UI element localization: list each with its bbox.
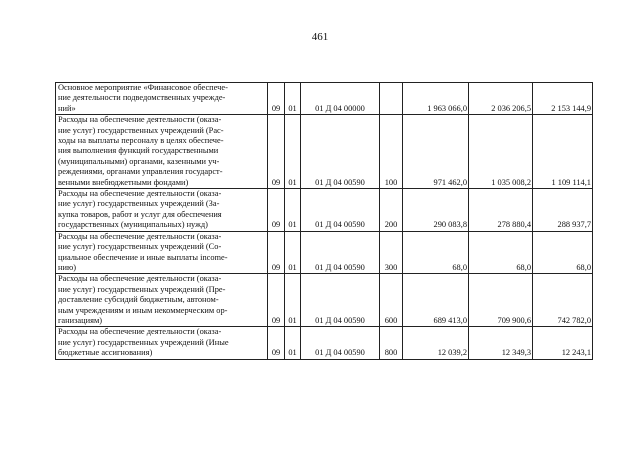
amount-year-1-cell: 290 083,8 (403, 189, 469, 232)
description-line: государственных (муниципальных) нужд) (58, 220, 208, 230)
page-number: 461 (311, 31, 329, 43)
description-line: ным учреждениям и иным некоммерческим ор- (58, 305, 228, 315)
amount-year-3-cell: 68,0 (533, 231, 593, 274)
amount-year-1-cell: 1 963 066,0 (403, 83, 469, 115)
subsection-code-cell: 01 (285, 83, 301, 115)
description-line: ние услуг) государственных учреждений (Рас- (58, 125, 224, 135)
section-code-cell: 09 (268, 83, 285, 115)
table-row (56, 83, 593, 115)
expense-type-cell: 600 (380, 274, 403, 327)
section-code-cell: 09 (268, 115, 285, 189)
amount-year-2-cell: 709 900,6 (469, 274, 533, 327)
expense-type-cell: 200 (380, 189, 403, 232)
description-line: ние услуг) государственных учреждений (Со- (58, 242, 222, 252)
subsection-code-cell: 01 (285, 231, 301, 274)
amount-year-1-cell: 971 462,0 (403, 115, 469, 189)
target-article-cell: 01 Д 04 00000 (301, 83, 380, 115)
description-line: ходы на выплаты персоналу в целях обеспече- (58, 136, 224, 146)
description-line: Расходы на обеспечение деятельности (оказа- (58, 189, 222, 199)
description-line: ганизациям) (58, 315, 103, 325)
description-line: Расходы на обеспечение деятельности (оказа- (58, 115, 222, 125)
amount-year-2-cell: 278 880,4 (469, 189, 533, 232)
target-article-cell: 01 Д 04 00590 (301, 189, 380, 232)
description-line: ния выполнения функций государственными (58, 146, 219, 156)
expense-type-cell (380, 83, 403, 115)
subsection-code-cell: 01 (285, 327, 301, 359)
description-line: доставление субсидий бюджетным, автоном- (58, 295, 219, 305)
description-line: (муниципальными) органами, казенными уч- (58, 156, 220, 166)
section-code-cell: 09 (268, 231, 285, 274)
amount-year-2-cell: 2 036 206,5 (469, 83, 533, 115)
table-row (56, 231, 593, 274)
amount-year-3-cell: 12 243,1 (533, 327, 593, 359)
description-line: венными внебюджетными фондами) (58, 177, 189, 187)
target-article-cell: 01 Д 04 00590 (301, 274, 380, 327)
table-row (56, 115, 593, 189)
section-code-cell: 09 (268, 274, 285, 327)
description-line: Расходы на обеспечение деятельности (оказа- (58, 231, 222, 241)
amount-year-3-cell: 2 153 144,9 (533, 83, 593, 115)
table-row (56, 327, 593, 359)
description-line: реждениями, органами управления государст- (58, 167, 223, 177)
amount-year-2-cell: 1 035 008,2 (469, 115, 533, 189)
expense-type-cell: 300 (380, 231, 403, 274)
description-line: ний» (58, 103, 76, 113)
description-line: купка товаров, работ и услуг для обеспечения (58, 209, 222, 219)
table-row (56, 189, 593, 232)
amount-year-3-cell: 742 782,0 (533, 274, 593, 327)
amount-year-1-cell: 689 413,0 (403, 274, 469, 327)
row-description (56, 231, 268, 274)
description-line: нию) (58, 262, 77, 272)
description-line: ние услуг) государственных учреждений (Пре- (58, 284, 226, 294)
target-article-cell: 01 Д 04 00590 (301, 115, 380, 189)
description-line: ние услуг) государственных учреждений (За- (58, 199, 220, 209)
table-row (56, 274, 593, 327)
description-line: бюджетные ассигнования) (58, 348, 153, 358)
amount-year-1-cell: 12 039,2 (403, 327, 469, 359)
subsection-code-cell: 01 (285, 115, 301, 189)
description-line: Основное мероприятие «Финансовое обеспече- (58, 83, 228, 92)
amount-year-3-cell: 288 937,7 (533, 189, 593, 232)
row-description (56, 327, 268, 359)
amount-year-1-cell: 68,0 (403, 231, 469, 274)
target-article-cell: 01 Д 04 00590 (301, 231, 380, 274)
expense-type-cell: 100 (380, 115, 403, 189)
budget-table (55, 82, 593, 360)
target-article-cell: 01 Д 04 00590 (301, 327, 380, 359)
amount-year-3-cell: 1 109 114,1 (533, 115, 593, 189)
description-line: ние услуг) государственных учреждений (Иные (58, 337, 229, 347)
row-description (56, 189, 268, 232)
description-line: циальное обеспечение и иные выплаты income- (58, 252, 228, 262)
description-line: ние деятельности подведомственных учрежде- (58, 93, 226, 103)
row-description (56, 274, 268, 327)
description-line: Расходы на обеспечение деятельности (оказа- (58, 274, 222, 284)
subsection-code-cell: 01 (285, 189, 301, 232)
expense-type-cell: 800 (380, 327, 403, 359)
row-description (56, 83, 268, 115)
amount-year-2-cell: 12 349,3 (469, 327, 533, 359)
section-code-cell: 09 (268, 189, 285, 232)
amount-year-2-cell: 68,0 (469, 231, 533, 274)
subsection-code-cell: 01 (285, 274, 301, 327)
description-line: Расходы на обеспечение деятельности (оказа- (58, 327, 222, 337)
section-code-cell: 09 (268, 327, 285, 359)
row-description (56, 115, 268, 189)
